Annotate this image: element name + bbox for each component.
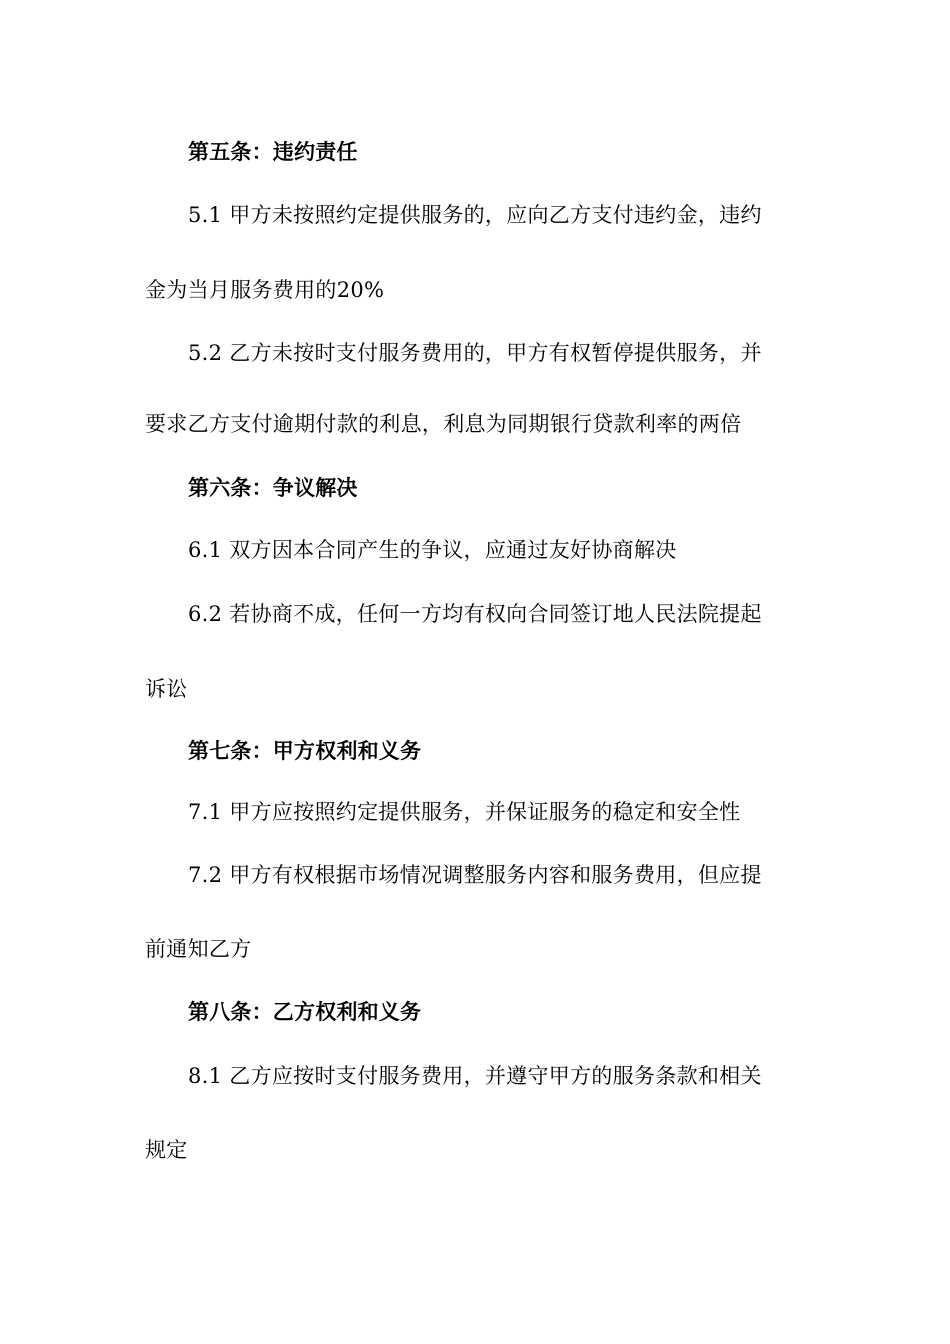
section-heading-6: 第六条：争议解决 xyxy=(188,476,358,500)
clause-6-2-line-1: 6.2 若协商不成，任何一方均有权向合同签订地人民法院提起 xyxy=(188,602,762,626)
clause-7-2-line-1: 7.2 甲方有权根据市场情况调整服务内容和服务费用，但应提 xyxy=(188,863,762,887)
clause-5-1-line-2: 金为当月服务费用的20% xyxy=(145,278,385,302)
clause-8-1-line-2: 规定 xyxy=(145,1138,188,1162)
clause-7-1-line-1: 7.1 甲方应按照约定提供服务，并保证服务的稳定和安全性 xyxy=(188,800,741,824)
clause-6-2-line-2: 诉讼 xyxy=(145,677,188,701)
section-heading-7: 第七条：甲方权利和义务 xyxy=(188,739,422,763)
clause-5-1-line-1: 5.1 甲方未按照约定提供服务的，应向乙方支付违约金，违约 xyxy=(188,203,762,227)
section-heading-5: 第五条：违约责任 xyxy=(188,140,358,164)
clause-6-1-line-1: 6.1 双方因本合同产生的争议，应通过友好协商解决 xyxy=(188,538,677,562)
section-heading-8: 第八条：乙方权利和义务 xyxy=(188,1000,422,1024)
clause-8-1-line-1: 8.1 乙方应按时支付服务费用，并遵守甲方的服务条款和相关 xyxy=(188,1064,762,1088)
clause-5-2-line-1: 5.2 乙方未按时支付服务费用的，甲方有权暂停提供服务，并 xyxy=(188,341,762,365)
clause-7-2-line-2: 前通知乙方 xyxy=(145,937,252,961)
clause-5-2-line-2: 要求乙方支付逾期付款的利息，利息为同期银行贷款利率的两倍 xyxy=(145,412,742,436)
